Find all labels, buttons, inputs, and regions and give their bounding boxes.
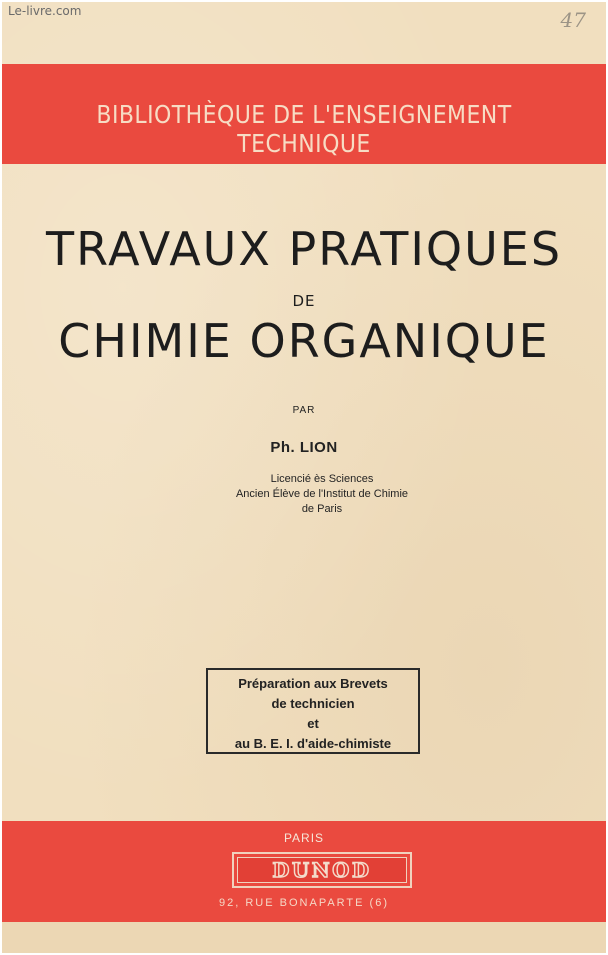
title-line-3: CHIMIE ORGANIQUE	[58, 314, 550, 368]
box-line: Préparation aux Brevets	[238, 676, 388, 691]
preparation-box	[206, 668, 420, 754]
publisher-name: DUNOD	[272, 859, 372, 883]
series-title: BIBLIOTHÈQUE DE L'ENSEIGNEMENT TECHNIQUE	[96, 100, 512, 158]
publisher-logo	[232, 852, 412, 888]
publisher-address: 92, RUE BONAPARTE (6)	[219, 897, 389, 909]
publisher-city: PARIS	[283, 831, 325, 845]
publisher-band	[2, 821, 606, 922]
handwritten-mark: 47	[560, 8, 586, 32]
title-line-1: TRAVAUX PRATIQUES	[45, 222, 563, 276]
author-name: Ph. LION	[270, 439, 338, 456]
series-band	[2, 64, 606, 164]
box-line: et	[307, 716, 319, 731]
box-line: au B. E. I. d'aide-chimiste	[234, 736, 392, 751]
watermark: Le-livre.com	[8, 4, 82, 18]
by-label: PAR	[292, 405, 316, 416]
credential-line: de Paris	[301, 503, 343, 515]
book-cover	[2, 2, 606, 953]
box-line: de technicien	[271, 696, 355, 711]
author-credentials	[202, 472, 442, 517]
credential-line: Ancien Élève de l'Institut de Chimie	[235, 488, 409, 500]
bottom-margin	[2, 922, 606, 953]
title-line-2: DE	[292, 292, 316, 310]
credential-line: Licencié ès Sciences	[270, 473, 374, 485]
publisher-logo-text	[234, 854, 410, 886]
